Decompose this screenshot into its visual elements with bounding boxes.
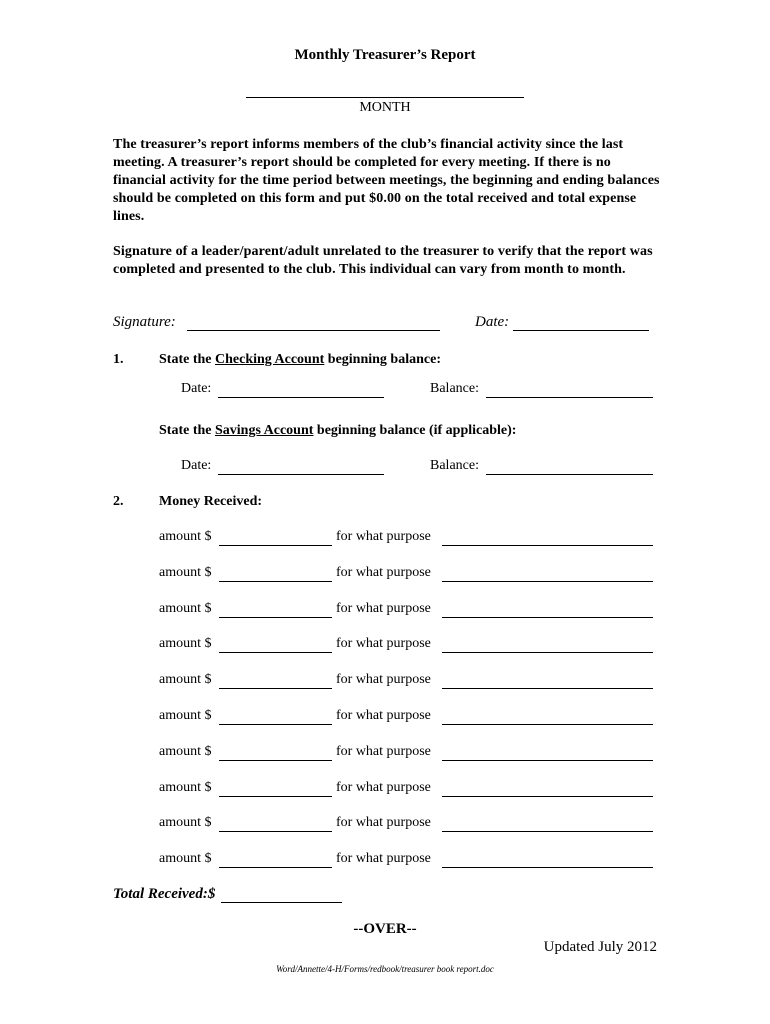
purpose-label: for what purpose [336, 672, 431, 687]
purpose-label: for what purpose [336, 565, 431, 580]
purpose-field-line[interactable] [442, 851, 653, 868]
purpose-label: for what purpose [336, 780, 431, 795]
amount-label: amount $ [159, 529, 212, 544]
section-1-number: 1. [113, 352, 124, 367]
amount-field-line[interactable] [219, 708, 332, 725]
amount-label: amount $ [159, 744, 212, 759]
signature-label: Signature: [113, 314, 176, 330]
checking-balance-label: Balance: [430, 381, 479, 396]
footer-file-path: Word/Annette/4-H/Forms/redbook/treasurer book report.doc [276, 964, 494, 974]
purpose-label: for what purpose [336, 851, 431, 866]
purpose-label: for what purpose [336, 529, 431, 544]
amount-label: amount $ [159, 565, 212, 580]
amount-label: amount $ [159, 708, 212, 723]
amount-field-line[interactable] [219, 565, 332, 582]
purpose-label: for what purpose [336, 708, 431, 723]
purpose-field-line[interactable] [442, 708, 653, 725]
signature-instructions: Signature of a leader/parent/adult unrelated to the treasurer to verify that the report was completed and presented to the club. This individual can vary from month to month. [113, 244, 653, 277]
amount-field-line[interactable] [219, 744, 332, 761]
total-received-label: Total Received:$ [113, 886, 216, 902]
amount-label: amount $ [159, 815, 212, 830]
checking-date-field-line[interactable] [218, 381, 384, 398]
savings-date-field-line[interactable] [218, 458, 384, 475]
purpose-field-line[interactable] [442, 636, 653, 653]
savings-date-label: Date: [181, 458, 212, 473]
purpose-label: for what purpose [336, 636, 431, 651]
month-field-line[interactable] [246, 97, 524, 98]
amount-label: amount $ [159, 601, 212, 616]
over-indicator: --OVER-- [353, 921, 417, 937]
checking-balance-field-line[interactable] [486, 381, 653, 398]
money-received-heading: Money Received: [159, 494, 263, 509]
signature-date-label: Date: [475, 314, 510, 330]
total-received-field-line[interactable] [221, 886, 342, 903]
amount-label: amount $ [159, 780, 212, 795]
intro-paragraph: The treasurer’s report informs members of the club’s financial activity since the last meeting. A treasurer’s report should be completed for every meeting. If there is no financial activity for the time period between meetings, the beginning and ending balances should be completed on this form and put $0.00 on the total received and total expense lines. [113, 137, 660, 224]
amount-field-line[interactable] [219, 851, 332, 868]
section-2-number: 2. [113, 494, 124, 509]
amount-field-line[interactable] [219, 529, 332, 546]
purpose-field-line[interactable] [442, 672, 653, 689]
signature-field-line[interactable] [187, 314, 440, 331]
checking-heading: State the Checking Account beginning balance: [159, 352, 441, 367]
month-label: MONTH [359, 100, 411, 115]
amount-field-line[interactable] [219, 815, 332, 832]
purpose-field-line[interactable] [442, 529, 653, 546]
purpose-label: for what purpose [336, 815, 431, 830]
purpose-field-line[interactable] [442, 780, 653, 797]
amount-label: amount $ [159, 672, 212, 687]
amount-label: amount $ [159, 636, 212, 651]
amount-field-line[interactable] [219, 636, 332, 653]
purpose-field-line[interactable] [442, 815, 653, 832]
savings-balance-label: Balance: [430, 458, 479, 473]
amount-label: amount $ [159, 851, 212, 866]
purpose-field-line[interactable] [442, 565, 653, 582]
savings-heading: State the Savings Account beginning balance (if applicable): [159, 423, 517, 438]
amount-field-line[interactable] [219, 780, 332, 797]
updated-date: Updated July 2012 [543, 939, 657, 955]
purpose-label: for what purpose [336, 744, 431, 759]
purpose-label: for what purpose [336, 601, 431, 616]
checking-date-label: Date: [181, 381, 212, 396]
purpose-field-line[interactable] [442, 601, 653, 618]
savings-balance-field-line[interactable] [486, 458, 653, 475]
amount-field-line[interactable] [219, 601, 332, 618]
signature-date-field-line[interactable] [513, 314, 649, 331]
amount-field-line[interactable] [219, 672, 332, 689]
page-title: Monthly Treasurer’s Report [294, 47, 476, 63]
purpose-field-line[interactable] [442, 744, 653, 761]
